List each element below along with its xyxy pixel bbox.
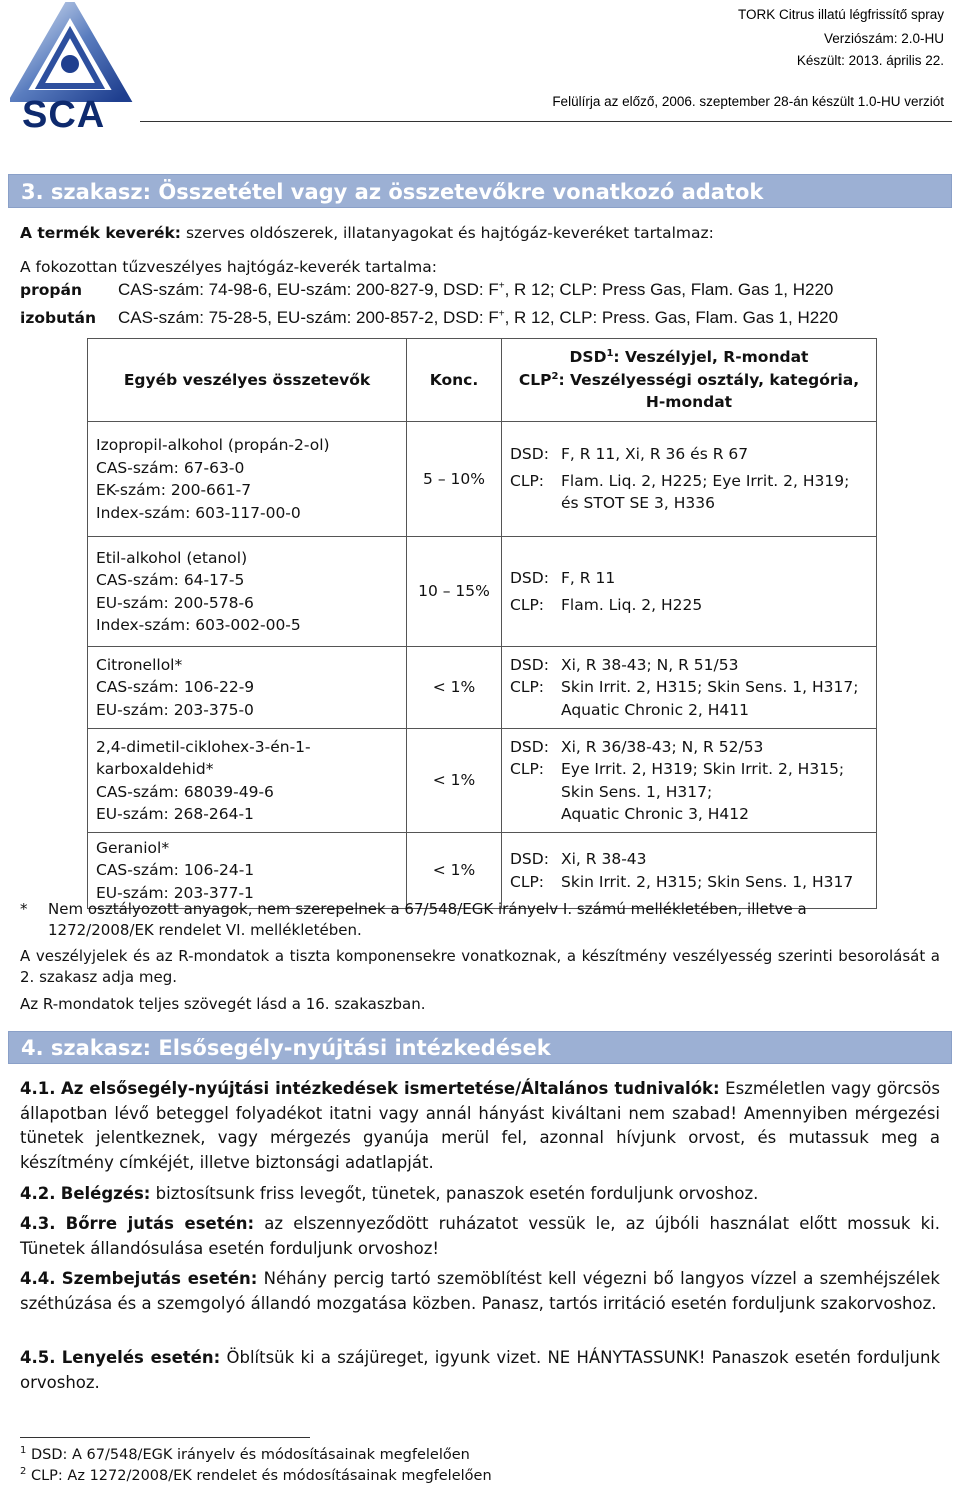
header-created: Készült: 2013. április 22.: [796, 53, 944, 68]
footnote-number: 2: [20, 1466, 27, 1478]
section3-title: 3. szakasz: Összetétel vagy az összetevőkre vonatkozó adatok: [8, 174, 952, 208]
table-row: [88, 537, 877, 647]
section4-item: [20, 1212, 940, 1261]
note-unclassified: [20, 899, 940, 941]
propellant-sup: +: [498, 280, 505, 292]
header-divider: [140, 121, 952, 122]
item-label: Bőrre jutás esetén:: [65, 1214, 255, 1233]
dsd-value: F, R 11, Xi, R 36 és R 67: [561, 445, 749, 464]
mixture-text: szerves oldószerek, illatanyagokat és hajtógáz-keveréket tartalmaz:: [185, 224, 714, 242]
dsd-value: Xi, R 38-43: [561, 850, 647, 868]
propellant-details: CAS-szám: 74-98-6, EU-szám: 200-827-9, DSD: F: [118, 280, 499, 299]
component-id: CAS-szám: 64-17-5: [96, 571, 245, 589]
conc-cell: < 1%: [407, 729, 502, 833]
propellant-name: propán: [20, 281, 82, 299]
clp-value: Eye Irrit. 2, H319; Skin Irrit. 2, H315;: [561, 760, 845, 778]
component-cell: [88, 422, 407, 537]
dsd-key: DSD:: [510, 655, 549, 674]
clp-value: Aquatic Chronic 2, H411: [561, 700, 750, 719]
component-id: EU-szám: 203-375-0: [96, 700, 254, 719]
table-header-row: [88, 339, 877, 422]
propellant-details: CAS-szám: 75-28-5, EU-szám: 200-857-2, DSD: F: [118, 308, 499, 327]
col-header-classification: [502, 339, 877, 422]
item-number: 4.3.: [20, 1214, 56, 1233]
footnote-text: DSD: A 67/548/EGK irányelv és módosításainak megfelelően: [30, 1447, 470, 1463]
item-text: az elszennyeződött ruházatot vessük le, az újbóli használat előtt mossuk ki. Tünetek állandósulása esetén forduljunk orvoshoz!: [20, 1214, 940, 1258]
note-marker: *: [20, 900, 28, 918]
dsd-value: Xi, R 38-43; N, R 51/53: [561, 655, 739, 674]
item-number: 4.1.: [20, 1079, 56, 1098]
component-id: CAS-szám: 68039-49-6: [96, 782, 274, 801]
clp-value: Flam. Liq. 2, H225: [561, 595, 703, 614]
component-cell: [88, 537, 407, 647]
classification-cell: [502, 833, 877, 909]
section4-item: [20, 1346, 940, 1395]
component-id: Index-szám: 603-002-00-5: [96, 616, 301, 634]
clp-value: Flam. Liq. 2, H225; Eye Irrit. 2, H319;: [561, 471, 850, 490]
clp-value: Skin Irrit. 2, H315; Skin Sens. 1, H317;: [561, 678, 859, 697]
dsd-label: DSD: [569, 348, 607, 367]
component-id: EU-szám: 200-578-6: [96, 593, 254, 612]
component-cell: [88, 647, 407, 729]
clp-key: CLP:: [510, 678, 545, 697]
propellant-details-cont: , R 12; CLP: Press Gas, Flam. Gas 1, H220: [504, 280, 834, 299]
component-name: Izopropil-alkohol (propán-2-ol): [96, 436, 330, 454]
note-classification: A veszélyjelek és az R-mondatok a tiszta komponensekre vonatkoznak, a készítmény veszélyesség szerinti besorolását a 2. szakasz adja meg.: [20, 947, 940, 986]
dsd-value: Xi, R 36/38-43; N, R 52/53: [561, 737, 764, 756]
clp-value: és STOT SE 3, H336: [561, 494, 715, 513]
item-text: Néhány percig tartó szemöblítést kell végezni bő langyos vízzel a szemhéjszélek széthúzása és a szemgolyó állandó mozgatása közben. Panasz, tartós irritáció esetén forduljunk szakorvoshoz.: [20, 1269, 940, 1313]
dsd-key: DSD:: [510, 850, 549, 868]
classification-header-line3: H-mondat: [645, 393, 733, 412]
classification-cell: [502, 647, 877, 729]
conc-cell: < 1%: [407, 833, 502, 909]
item-text: Eszméletlen vagy görcsös állapotban lévő beteggel folyadékot itatni vagy annál hányást kiváltani nem szabad! Amennyiben mérgezési tünetek jelentkeznek, vagy mérgezés gyanúja merül fel, azonnal hívjunk orvost, és mutassuk meg a készítmény címkéjét, illetve biztonsági adatlapját.: [20, 1079, 940, 1172]
clp-header-text: : Veszélyességi osztály, kategória,: [558, 370, 860, 389]
component-id: EU-szám: 203-377-1: [96, 883, 254, 902]
section4-item: [20, 1182, 940, 1207]
item-label: Szembejutás esetén:: [61, 1269, 258, 1288]
component-id: CAS-szám: 67-63-0: [96, 458, 245, 477]
classification-cell: [502, 422, 877, 537]
propellant-row: [20, 307, 940, 329]
item-number: 4.2.: [20, 1184, 56, 1203]
col-header-components: Egyéb veszélyes összetevők: [88, 339, 407, 422]
footnote: [20, 1466, 492, 1486]
component-name: Etil-alkohol (etanol): [96, 548, 248, 567]
clp-key: CLP:: [510, 872, 545, 891]
footnote: [20, 1445, 470, 1465]
footnote-ref: 2: [551, 370, 559, 382]
header-version: Verziószám: 2.0-HU: [823, 31, 944, 46]
note-r-phrases: Az R-mondatok teljes szövegét lásd a 16. szakaszban.: [20, 995, 426, 1013]
classification-cell: [502, 537, 877, 647]
header-supersedes: Felülírja az előző, 2006. szeptember 28-án készült 1.0-HU verziót: [552, 94, 944, 109]
propellant-sup: +: [498, 308, 505, 320]
footnote-text: CLP: Az 1272/2008/EK rendelet és módosításainak megfelelően: [30, 1468, 492, 1484]
dsd-value: F, R 11: [561, 569, 616, 587]
clp-key: CLP:: [510, 471, 545, 490]
table-row: [88, 422, 877, 537]
classification-cell: [502, 729, 877, 833]
mixture-label: A termék keverék:: [20, 224, 182, 242]
component-id: CAS-szám: 106-24-1: [96, 861, 255, 880]
footnote-number: 1: [20, 1445, 27, 1457]
clp-value: Skin Sens. 1, H317;: [561, 782, 713, 801]
item-number: 4.4.: [20, 1269, 56, 1288]
component-id: EU-szám: 268-264-1: [96, 805, 254, 823]
clp-label: CLP: [518, 370, 552, 389]
dsd-key: DSD:: [510, 737, 549, 756]
logo-text: SCA: [22, 94, 106, 136]
conc-cell: 10 – 15%: [407, 537, 502, 647]
section4-title: 4. szakasz: Elsősegély-nyújtási intézkedések: [8, 1031, 952, 1064]
component-cell: [88, 729, 407, 833]
item-label: Az elsősegély-nyújtási intézkedések ismertetése/Általános tudnivalók:: [61, 1079, 720, 1098]
propellant-intro: A fokozottan tűzveszélyes hajtógáz-keverék tartalma:: [20, 258, 437, 276]
components-table: [87, 338, 877, 909]
table-row: [88, 833, 877, 909]
propellant-name: izobután: [20, 309, 97, 327]
note-text-cont: 1272/2008/EK rendelet VI. mellékletében.: [48, 921, 362, 939]
item-number: 4.5.: [20, 1348, 56, 1367]
mixture-line: [20, 223, 940, 244]
dsd-key: DSD:: [510, 445, 549, 464]
table-row: [88, 729, 877, 833]
item-text: Öblítsük ki a szájüreget, igyunk vizet. NE HÁNYTASSUNK! Panaszok esetén forduljunk orvoshoz.: [20, 1348, 941, 1392]
dsd-header-text: : Veszélyjel, R-mondat: [613, 348, 809, 367]
clp-key: CLP:: [510, 595, 545, 614]
component-id: Index-szám: 603-117-00-0: [96, 503, 301, 522]
footnote-ref: 1: [606, 348, 614, 360]
component-cell: [88, 833, 407, 909]
section4-item: [20, 1077, 940, 1175]
clp-key: CLP:: [510, 760, 545, 778]
sca-logo: [10, 2, 135, 142]
component-name: 2,4-dimetil-ciklohex-3-én-1-: [96, 737, 311, 756]
clp-value: Skin Irrit. 2, H315; Skin Sens. 1, H317: [561, 872, 854, 891]
component-id: EK-szám: 200-661-7: [96, 481, 252, 499]
table-row: [88, 647, 877, 729]
header-product: TORK Citrus illatú légfrissítő spray: [737, 7, 944, 22]
clp-value: Aquatic Chronic 3, H412: [561, 805, 750, 823]
conc-cell: < 1%: [407, 647, 502, 729]
component-name: karboxaldehid*: [96, 760, 214, 778]
footnote-divider: [20, 1437, 310, 1438]
item-label: Lenyelés esetén:: [61, 1348, 221, 1367]
section4-item: [20, 1267, 940, 1316]
component-name: Geraniol*: [96, 838, 170, 857]
propellant-row: [20, 279, 940, 301]
component-id: CAS-szám: 106-22-9: [96, 678, 255, 697]
col-header-conc: Konc.: [407, 339, 502, 422]
item-text: biztosítsunk friss levegőt, tünetek, panaszok esetén forduljunk orvoshoz.: [155, 1184, 759, 1203]
note-text: Nem osztályozott anyagok, nem szerepelnek a 67/548/EGK irányelv I. számú mellékletében, illetve a: [48, 900, 807, 918]
dsd-key: DSD:: [510, 569, 549, 587]
component-name: Citronellol*: [96, 655, 183, 674]
conc-cell: 5 – 10%: [407, 422, 502, 537]
item-label: Belégzés:: [60, 1184, 151, 1203]
propellant-details-cont: , R 12, CLP: Press. Gas, Flam. Gas 1, H220: [504, 308, 839, 327]
